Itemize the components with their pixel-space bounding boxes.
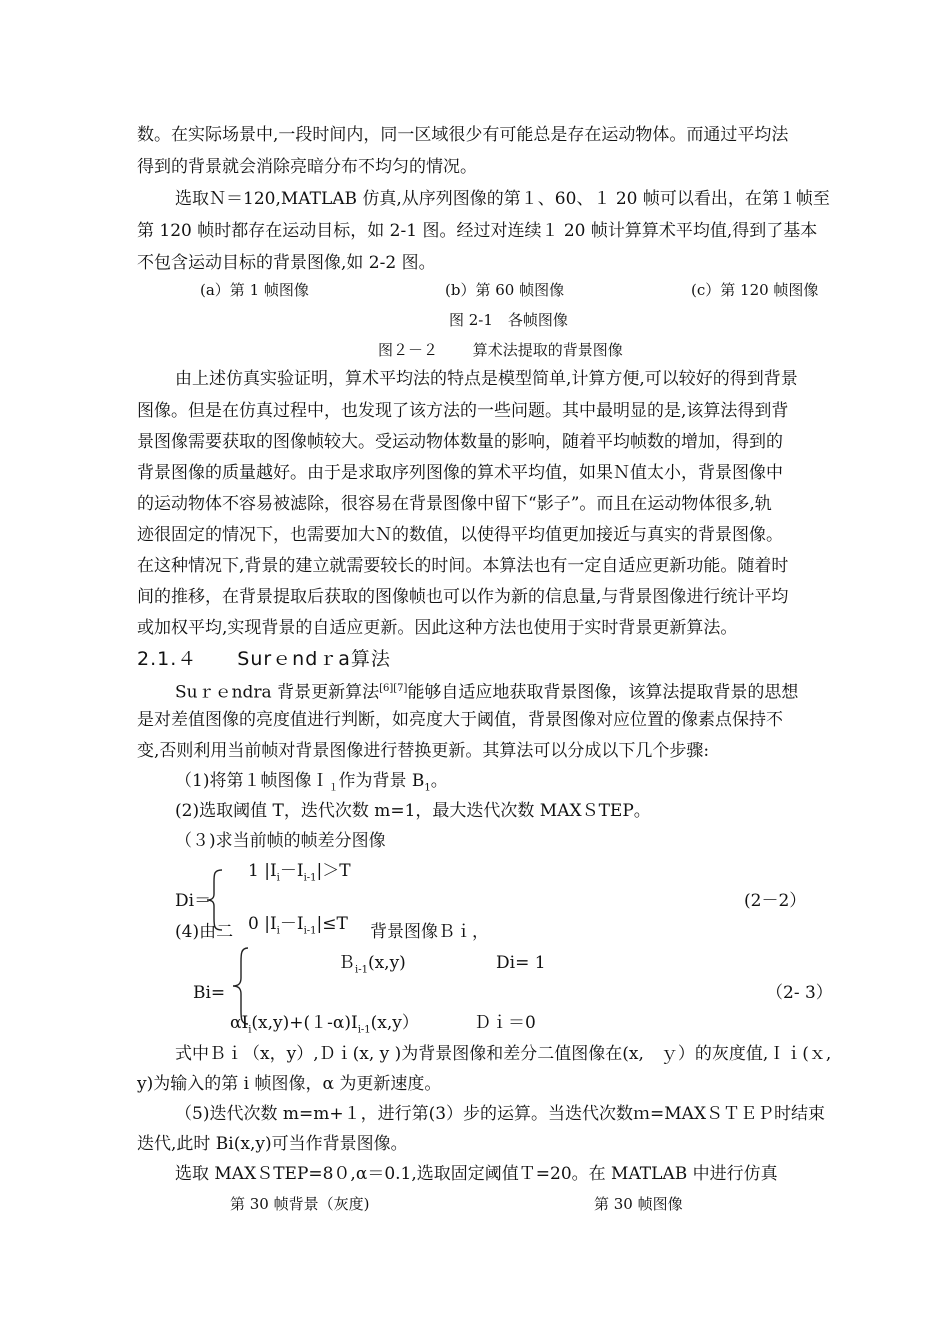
equation-case [248, 913, 348, 942]
subscript: i-1 [303, 872, 317, 884]
text-span: Suｒｅndra 背景更新算法 [175, 682, 380, 703]
text-line: 迹很固定的情况下，也需要加大Ｎ的数值，以使得平均值更加接近与真实的背景图像。 [137, 525, 783, 545]
figure-subcaption: (b）第 60 帧图像 [445, 281, 565, 299]
text-line: 不包含运动目标的背景图像,如 2-2 图。 [137, 253, 436, 273]
figure-caption: 图２－２ 算术法提取的背景图像 [378, 341, 623, 359]
equation-condition: Di= 1 [496, 953, 546, 973]
text-span: (x,y） [370, 1013, 419, 1033]
step-2: (2)选取阈值 T，迭代次数 m=1，最大迭代次数 MAXＳTEP。 [175, 801, 651, 821]
text-span: 1 |I [248, 861, 277, 881]
text-line: 景图像需要获取的图像帧较大。受运动物体数量的影响，随着平均帧数的增加，得到的 [137, 432, 783, 452]
citation: [6][7] [379, 683, 408, 694]
equation-case [338, 952, 406, 981]
step-1 [175, 770, 448, 799]
step-4: (4)由二 [175, 922, 234, 942]
equation-number: （2- 3） [766, 983, 833, 1003]
figure-subcaption: 第 30 帧图像 [594, 1195, 683, 1213]
text-span: |＞T [316, 861, 351, 881]
text-line: 背景图像的质量越好。由于是求取序列图像的算术平均值，如果Ｎ值太小，背景图像中 [137, 463, 783, 483]
subscript: i [248, 1024, 252, 1036]
step-3: （３)求当前帧的帧差分图像 [175, 831, 386, 851]
text-span: －I [279, 861, 304, 881]
text-line: 得到的背景就会消除亮暗分布不均匀的情况。 [137, 157, 477, 177]
text-span: 作为背景 B [338, 771, 425, 791]
text-line: 选取Ｎ＝120,MATLAB 仿真,从序列图像的第１、60、１ 20 帧可以看出，在第１帧至 [175, 189, 830, 209]
text-span: 0 |I [248, 914, 277, 934]
subscript: 1 [424, 782, 431, 794]
text-line: 是对差值图像的亮度值进行判断，如亮度大于阈值，背景图像对应位置的像素点保持不 [137, 710, 783, 730]
text-span: αI [230, 1013, 249, 1033]
text-span: (x,y) [367, 953, 406, 973]
text-line: y)为输入的第 i 帧图像，α 为更新速度。 [137, 1074, 442, 1094]
equation-condition: Ｄｉ＝0 [474, 1013, 536, 1033]
text-span: |≤T [316, 914, 348, 934]
text-line: 选取 MAXＳTEP=8０,α＝0.1,选取固定阈值Ｔ=20。在 MATLAB 中进行仿真 [175, 1164, 778, 1184]
text-line: 的运动物体不容易被滤除，很容易在背景图像中留下“影子”。而且在运动物体很多,轨 [137, 494, 772, 514]
text-span: Ｂ [338, 953, 355, 973]
text-line: 图像。但是在仿真过程中，也发现了该方法的一些问题。其中最明显的是,该算法得到背 [137, 401, 789, 421]
subscript: i-1 [357, 1024, 371, 1036]
figure-subcaption: (c）第 120 帧图像 [691, 281, 819, 299]
equation-case [248, 860, 351, 889]
figure-caption: 图 2-1 各帧图像 [449, 311, 568, 329]
text-line: 由上述仿真实验证明，算术平均法的特点是模型简单,计算方便,可以较好的得到背景 [175, 369, 798, 389]
section-heading: 2.1.４ Surｅndｒa算法 [137, 648, 391, 670]
subscript: i-1 [303, 925, 317, 937]
figure-subcaption: (a）第 1 帧图像 [200, 281, 309, 299]
subscript: i [276, 872, 280, 884]
text-line: 间的推移，在背景提取后获取的图像帧也可以作为新的信息量,与背景图像进行统计平均 [137, 587, 789, 607]
text-line: 第 120 帧时都存在运动目标，如 2-1 图。经过对连续１ 20 帧计算算术平均值,得到了基本 [137, 221, 818, 241]
step-4-rest: 背景图像Ｂｉ， [370, 922, 489, 942]
step-5: （5)迭代次数 m=m+１，进行第(3）步的运算。当迭代次数ｍ=MAXＳＴＥＰ时结束 [175, 1104, 826, 1124]
text-line [175, 678, 798, 704]
text-line: 式中Ｂｉ（x，y）,Ｄｉ(x, y )为背景图像和差分二值图像在(x, ｙ）的灰度值,Ｉｉ(ｘ, [175, 1044, 832, 1064]
text-line: 迭代,此时 Bi(x,y)可当作背景图像。 [137, 1134, 408, 1154]
text-span: （1)将第１帧图像Ｉ [175, 771, 329, 791]
text-span: 。 [430, 771, 448, 791]
text-line: 在这种情况下,背景的建立就需要较长的时间。本算法也有一定自适应更新功能。随着时 [137, 556, 789, 576]
equation-case [230, 1012, 419, 1041]
equation-lhs: Di＝ [175, 891, 212, 911]
subscript: １ [328, 782, 339, 794]
subscript: i [276, 925, 280, 937]
text-line: 或加权平均,实现背景的自适应更新。因此这种方法也使用于实时背景更新算法。 [137, 618, 738, 638]
text-span: 能够自适应地获取背景图像，该算法提取背景的思想 [407, 682, 799, 703]
text-line: 变,否则利用当前帧对背景图像进行替换更新。其算法可以分成以下几个步骤: [137, 741, 710, 761]
figure-subcaption: 第 30 帧背景（灰度) [230, 1195, 370, 1213]
text-span: (x,y)+(１-α)I [251, 1013, 358, 1033]
text-line: 数。在实际场景中,一段时间内，同一区域很少有可能总是存在运动物体。而通过平均法 [137, 125, 789, 145]
subscript: i-1 [355, 964, 368, 976]
text-span: －I [279, 914, 304, 934]
equation-number: (2－2） [744, 891, 807, 911]
equation-lhs: Bi= [193, 983, 226, 1003]
